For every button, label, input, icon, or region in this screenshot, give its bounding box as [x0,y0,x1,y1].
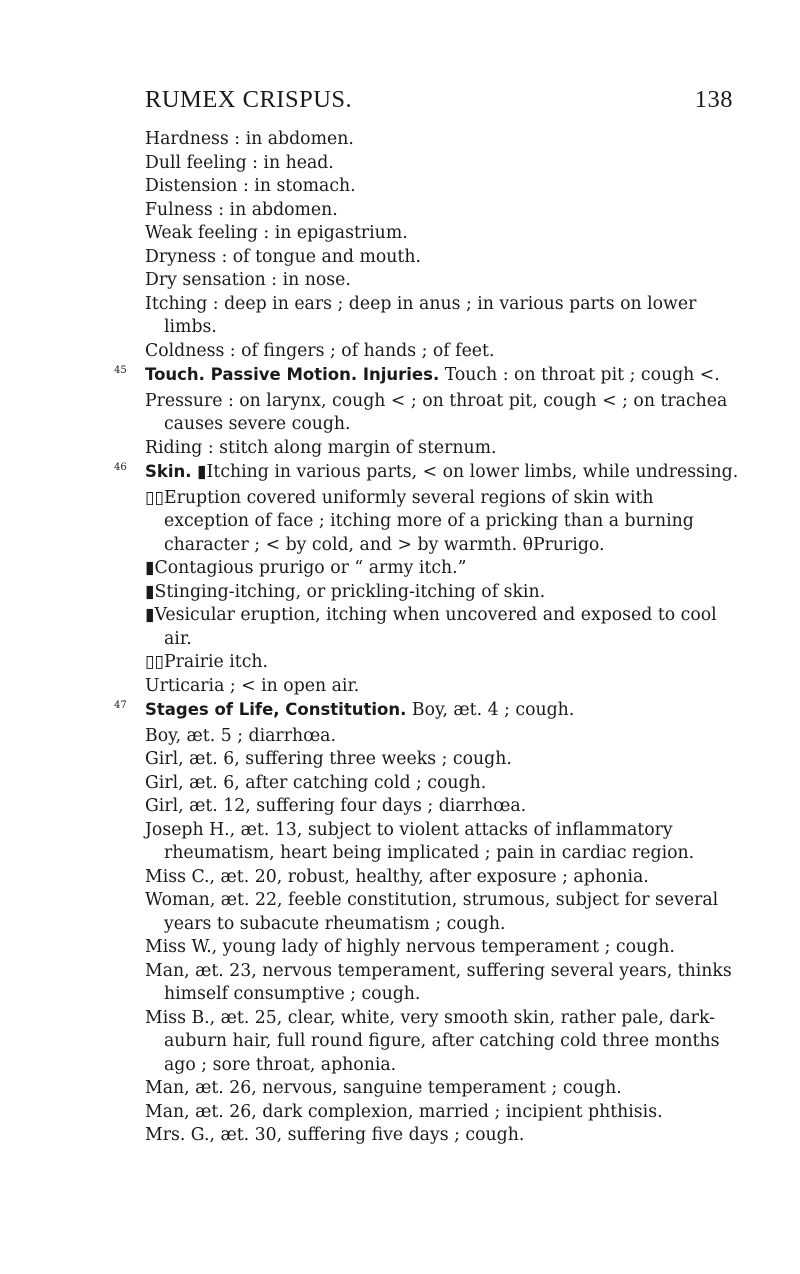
text-entry [145,819,740,866]
text-entry [145,175,740,199]
entry-text: Coldness : of fingers ; of hands ; of feet. [145,340,495,361]
entry-text: Miss C., æt. 20, robust, healthy, after exposure ; aphonia. [145,866,649,887]
entry-text: Hardness : in abdomen. [145,129,354,149]
text-entry [145,199,740,223]
text-entry [145,293,740,340]
entry-text: Miss B., æt. 25, clear, white, very smooth skin, rather pale, dark-auburn hair, full round figure, after catching cold three months ago ; sore throat, aphonia. [145,1007,720,1075]
emphasis-marker: ▮ [145,558,155,578]
text-entry [145,675,740,699]
emphasis-marker: ▮ [145,605,155,625]
entry-text: Girl, æt. 6, suffering three weeks ; cough. [145,749,512,769]
entry-text: Prairie itch. [164,652,269,672]
text-entry [145,725,740,749]
text-entry: 47 Stages of Life, Constitution. Boy, æt. 4 ; cough. [114,700,575,720]
text-entry [145,581,740,605]
text-entry [145,246,740,270]
text-entry [145,936,740,960]
emphasis-marker: ▯▯ [145,652,165,672]
entry-text: Mrs. G., æt. 30, suffering five days ; cough. [145,1125,525,1145]
entry-text: Man, æt. 26, dark complexion, married ; incipient phthisis. [145,1101,663,1122]
entry-text: Boy, æt. 5 ; diarrhœa. [145,725,336,746]
running-header [145,86,733,116]
text-entry [145,960,740,1007]
entry-text: Girl, æt. 6, after catching cold ; cough. [145,772,487,793]
entry-text: Miss W., young lady of highly nervous temperament ; cough. [145,937,675,957]
entry-text: Boy, æt. 4 ; cough. [411,700,575,720]
entry-text: Dry sensation : in nose. [145,270,351,290]
text-entry [145,1077,740,1101]
text-entry [145,1007,740,1078]
text-entry [145,1101,740,1125]
text-entry [145,152,740,176]
emphasis-marker: ▯▯ [145,487,165,508]
text-entry [145,889,740,936]
text-entry [145,487,740,558]
text-entry: 45 Touch. Passive Motion. Injuries. Touch : on throat pit ; cough <. [114,365,720,385]
entry-text: Stinging-itching, or prickling-itching of skin. [154,581,546,602]
text-entry [145,866,740,890]
entry-text: Man, æt. 26, nervous, sanguine temperament ; cough. [145,1078,622,1098]
section-heading: Touch. Passive Motion. Injuries. [145,365,440,384]
entry-text: Vesicular eruption, itching when uncovered and exposed to cool air. [154,605,717,649]
text-entry [145,795,740,819]
entry-text: Riding : stitch along margin of sternum. [145,437,497,458]
text-entry [145,748,740,772]
text-entry: 46 Skin. ▮Itching in various parts, < on lower limbs, while undressing. [114,462,739,482]
page-number: 138 [694,86,733,113]
entry-text: Distension : in stomach. [145,176,356,196]
text-entry [145,390,740,437]
text-entry [145,772,740,796]
text-entry [145,222,740,246]
entry-text: Man, æt. 23, nervous temperament, suffering several years, thinks himself consumptive ; cough. [145,960,732,1004]
symptom-text-body [114,128,740,1148]
page-title: RUMEX CRISPUS. [145,86,353,113]
section-heading: Skin. [145,462,192,481]
text-entry [145,1124,740,1148]
text-entry [145,269,740,293]
entry-text: Weak feeling : in epigastrium. [145,223,408,243]
entry-text: Girl, æt. 12, suffering four days ; diarrhœa. [145,796,527,816]
entry-text: Pressure : on larynx, cough < ; on throat pit, cough < ; on trachea causes severe cough. [145,390,728,434]
section-heading: Stages of Life, Constitution. [145,700,407,719]
emphasis-marker: ▮ [145,581,155,602]
emphasis-marker: ▮ [197,462,207,482]
entry-text: Eruption covered uniformly several regions of skin with exception of face ; itching more of a pricking than a burning character ; < by cold, and > by warmth. θPrurigo. [164,487,694,555]
text-entry [145,557,740,581]
entry-text: Contagious prurigo or “ army itch.” [154,558,467,578]
text-entry [145,651,740,675]
text-entry [145,604,740,651]
entry-text: Itching in various parts, < on lower limbs, while undressing. [206,462,739,482]
text-entry [145,128,740,152]
entry-text: Dryness : of tongue and mouth. [145,246,421,267]
text-entry [145,437,740,461]
entry-text: Itching : deep in ears ; deep in anus ; in various parts on lower limbs. [145,293,697,337]
entry-text: Dull feeling : in head. [145,152,334,173]
entry-text: Touch : on throat pit ; cough <. [444,365,720,385]
entry-text: Woman, æt. 22, feeble constitution, strumous, subject for several years to subacute rheumatism ; cough. [145,890,719,934]
entry-text: Urticaria ; < in open air. [145,675,360,696]
entry-text: Fulness : in abdomen. [145,199,338,220]
text-entry [145,340,740,364]
entry-text: Joseph H., æt. 13, subject to violent attacks of inflammatory rheumatism, heart being implicated ; pain in cardiac region. [145,819,695,863]
